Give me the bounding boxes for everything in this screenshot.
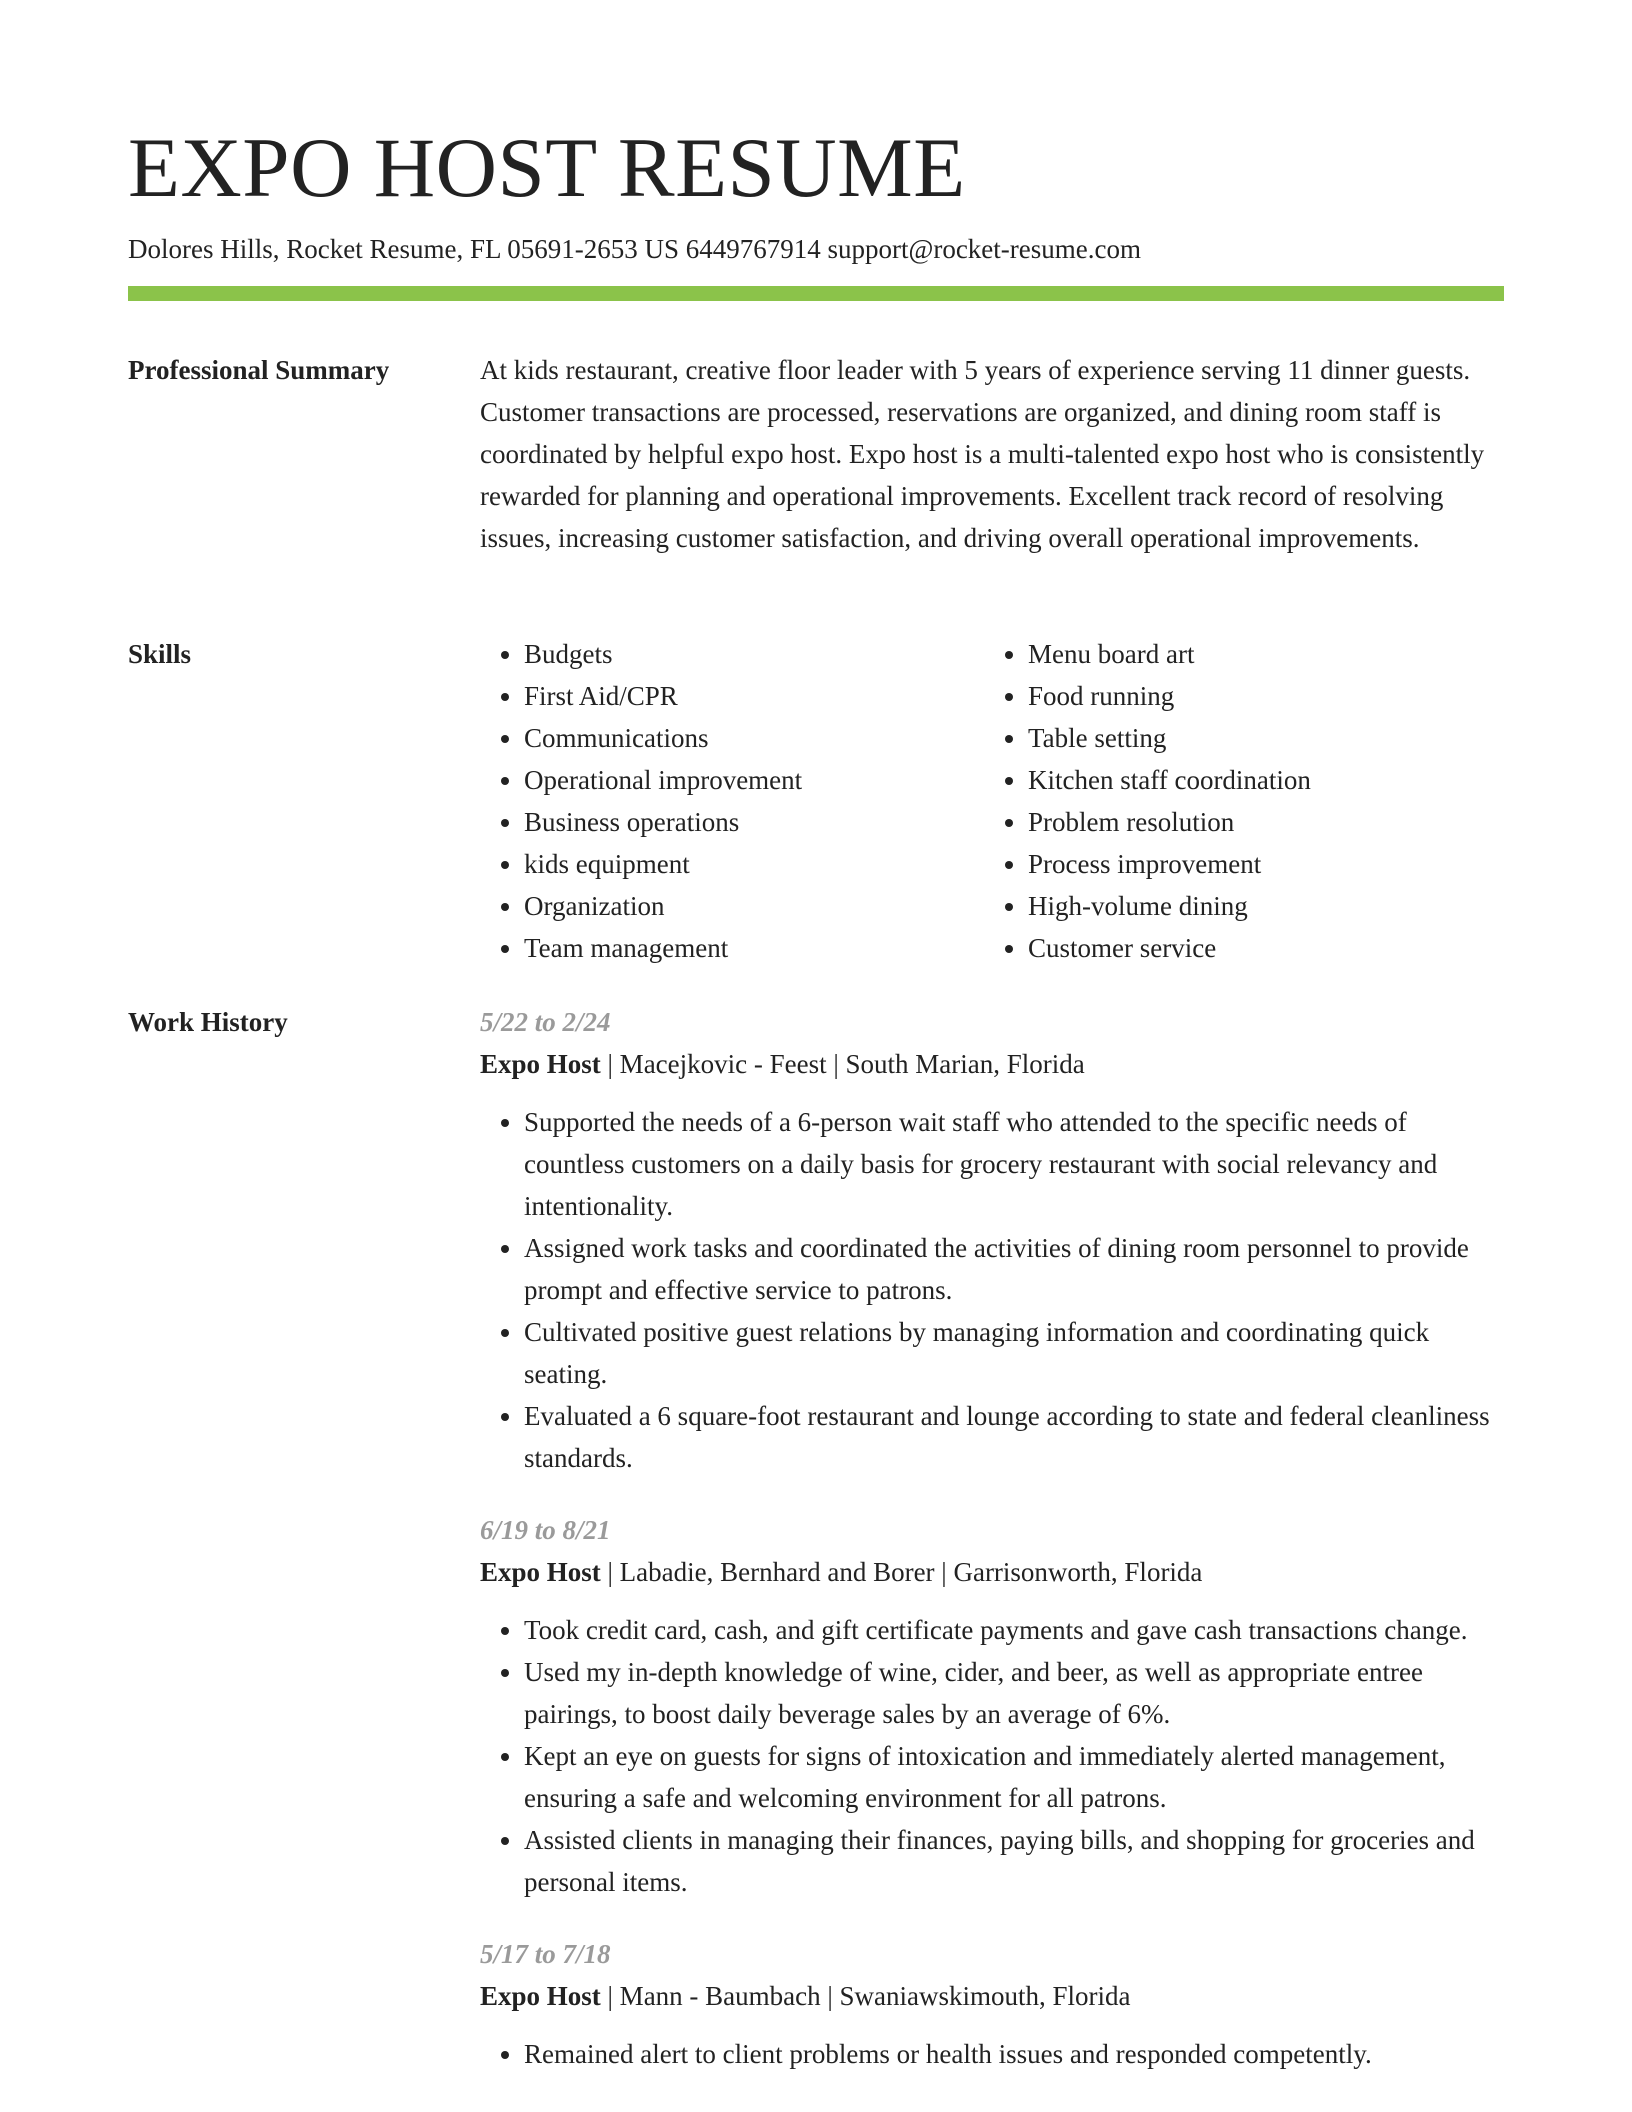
- skill-item: • Communications: [524, 717, 984, 759]
- skills-list-left: [480, 633, 984, 969]
- job-bullets: [480, 2033, 1504, 2075]
- job-bullets: [480, 1609, 1504, 1903]
- job-entry: [480, 1509, 1504, 1903]
- job-date: 6/19 to 8/21: [480, 1515, 611, 1545]
- skill-item: • Table setting: [1028, 717, 1488, 759]
- job-bullet: • Took credit card, cash, and gift certificate payments and gave cash transactions change.: [524, 1609, 1504, 1651]
- contact-line: Dolores Hills, Rocket Resume, FL 05691-2653 US 6449767914 support@rocket-resume.com: [128, 234, 1141, 264]
- job-bullet: • Assigned work tasks and coordinated the activities of dining room personnel to provide prompt and effective service to patrons.: [524, 1227, 1504, 1311]
- job-heading: [480, 1551, 1504, 1593]
- job-heading: [480, 1043, 1504, 1085]
- summary-section: [480, 349, 1504, 559]
- job-bullet: • Assisted clients in managing their finances, paying bills, and shopping for groceries and personal items.: [524, 1819, 1504, 1903]
- skills-heading: Skills: [128, 639, 192, 669]
- job-date: 5/22 to 2/24: [480, 1007, 611, 1037]
- skill-item: • Customer service: [1028, 927, 1488, 969]
- skill-item: • High-volume dining: [1028, 885, 1488, 927]
- job-heading: [480, 1975, 1504, 2017]
- skill-item: • Budgets: [524, 633, 984, 675]
- job-employer-location: | Labadie, Bernhard and Borer | Garrisonworth, Florida: [600, 1557, 1203, 1587]
- skill-item: • First Aid/CPR: [524, 675, 984, 717]
- job-employer-location: | Mann - Baumbach | Swaniawskimouth, Florida: [600, 1981, 1131, 2011]
- skill-item: • Team management: [524, 927, 984, 969]
- work-history-section: [480, 1001, 1504, 2075]
- skill-item: • Food running: [1028, 675, 1488, 717]
- job-bullet: • Evaluated a 6 square-foot restaurant and lounge according to state and federal cleanliness standards.: [524, 1395, 1504, 1479]
- job-bullet: • Cultivated positive guest relations by managing information and coordinating quick seating.: [524, 1311, 1504, 1395]
- job-title: Expo Host: [480, 1557, 601, 1587]
- accent-divider: [128, 286, 1504, 301]
- skill-item: • Problem resolution: [1028, 801, 1488, 843]
- job-bullet: • Remained alert to client problems or health issues and responded competently.: [524, 2033, 1504, 2075]
- job-entry: [480, 1933, 1504, 2075]
- skill-item: • Menu board art: [1028, 633, 1488, 675]
- skill-item: • Process improvement: [1028, 843, 1488, 885]
- work-history-heading: Work History: [128, 1007, 288, 1037]
- skills-section: [480, 633, 1504, 969]
- skills-list-right: [984, 633, 1488, 969]
- job-bullet: • Supported the needs of a 6-person wait staff who attended to the specific needs of countless customers on a daily basis for grocery restaurant with social relevancy and intentionality.: [524, 1101, 1504, 1227]
- job-employer-location: | Macejkovic - Feest | South Marian, Florida: [600, 1049, 1085, 1079]
- summary-heading: Professional Summary: [128, 355, 390, 385]
- summary-text: At kids restaurant, creative floor leader with 5 years of experience serving 11 dinner guests. Customer transactions are processed, reservations are organized, and dining room staff is coordinated by helpful expo host. Expo host is a multi-talented expo host who is consistently rewarded for planning and operational improvements. Excellent track record of resolving issues, increasing customer satisfaction, and driving overall operational improvements.: [480, 355, 1485, 553]
- job-date: 5/17 to 7/18: [480, 1939, 611, 1969]
- job-bullets: [480, 1101, 1504, 1479]
- skill-item: • Organization: [524, 885, 984, 927]
- job-bullet: • Kept an eye on guests for signs of intoxication and immediately alerted management, ensuring a safe and welcoming environment for all patrons.: [524, 1735, 1504, 1819]
- job-entry: [480, 1001, 1504, 1479]
- skill-item: • Business operations: [524, 801, 984, 843]
- skill-item: • Operational improvement: [524, 759, 984, 801]
- skill-item: • Kitchen staff coordination: [1028, 759, 1488, 801]
- job-title: Expo Host: [480, 1981, 601, 2011]
- resume-title: EXPO HOST RESUME: [128, 121, 966, 215]
- job-title: Expo Host: [480, 1049, 601, 1079]
- job-bullet: • Used my in-depth knowledge of wine, cider, and beer, as well as appropriate entree pairings, to boost daily beverage sales by an average of 6%.: [524, 1651, 1504, 1735]
- skill-item: • kids equipment: [524, 843, 984, 885]
